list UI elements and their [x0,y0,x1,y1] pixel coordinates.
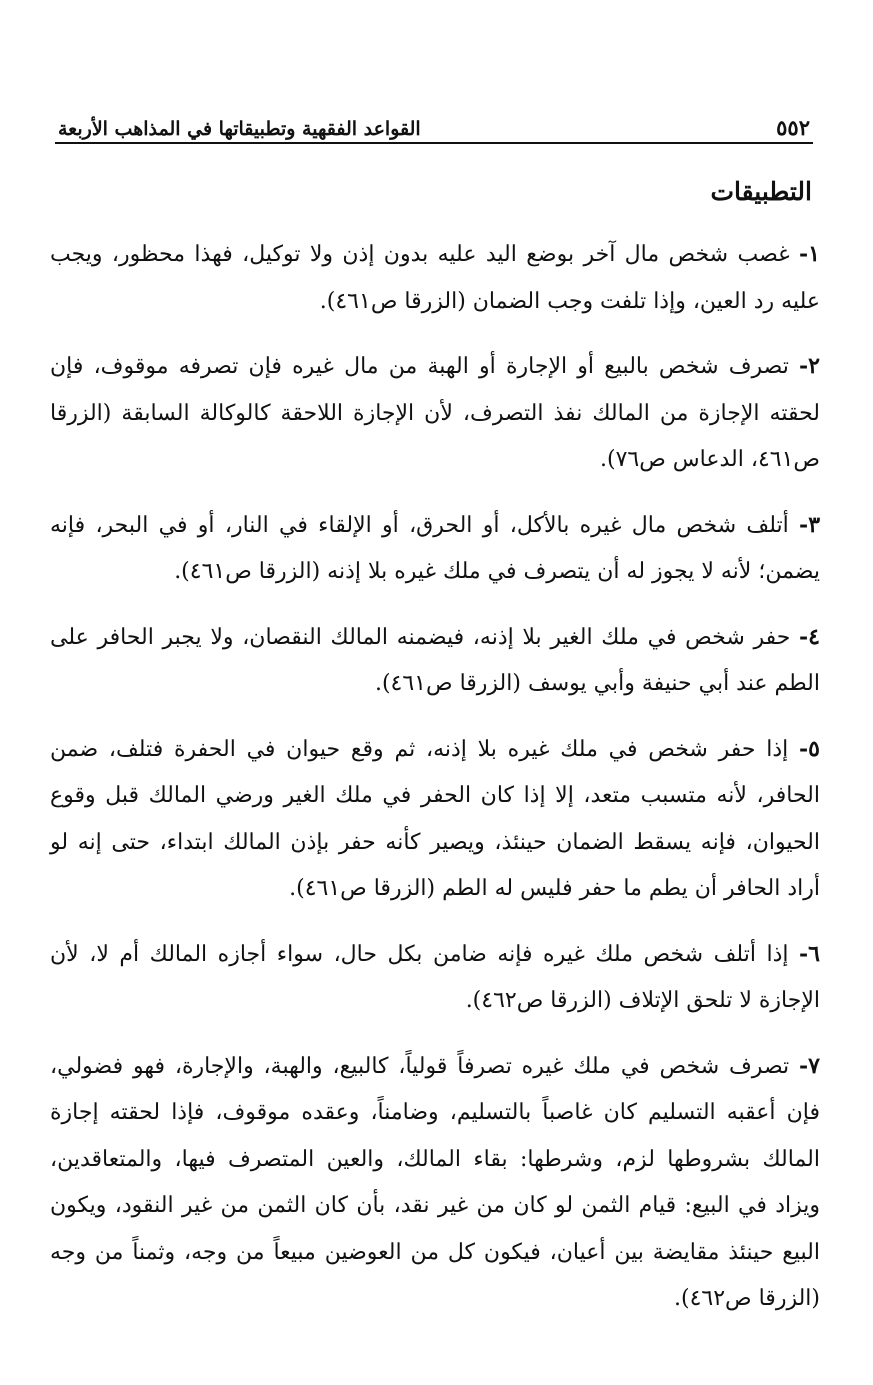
list-item [50,502,820,596]
list-item [50,231,820,325]
section-title: التطبيقات [710,177,812,206]
item-number: ٥- [799,735,820,762]
item-number: ٦- [799,940,820,967]
item-text: تصرف شخص بالبيع أو الإجارة أو الهبة من مال غيره فإن تصرفه موقوف، فإن لحقته الإجازة من المالك نفذ التصرف، لأن الإجازة اللاحقة كالوكالة السابقة (الزرقا ص٤٦١، الدعاس ص٧٦). [50,354,820,472]
list-item [50,343,820,484]
item-number: ٢- [799,353,820,379]
page-header [58,104,810,140]
page-number: ٥٥٢ [776,115,810,140]
item-number: ٧- [799,1052,820,1079]
item-text: إذا حفر شخص في ملك غيره بلا إذنه، ثم وقع حيوان في الحفرة فتلف، ضمن الحافر، لأنه متسبب متعد، إلا إذا كان الحفر في ملك الغير ورضي المالك قبل وقوع الحيوان، فإنه يسقط الضمان حينئذ، ويصير كأنه حفر بإذن المالك ابتداء، حتى إنه لو أراد الحافر أن يطم ما حفر فليس له الطم (الزرقا ص٤٦١). [50,736,820,901]
item-number: ٣- [799,511,821,538]
item-text: إذا أتلف شخص ملك غيره فإنه ضامن بكل حال، سواء أجازه المالك أم لا، لأن الإجازة لا تلحق الإتلاف (الزرقا ص٤٦٢). [50,941,820,1013]
item-number: ١- [799,241,820,267]
item-text: حفر شخص في ملك الغير بلا إذنه، فيضمنه المالك النقصان، ولا يجبر الحافر على الطم عند أبي حنيفة وأبي يوسف (الزرقا ص٤٦١). [50,624,820,696]
item-text: أتلف شخص مال غيره بالأكل، أو الحرق، أو الإلقاء في النار، أو في البحر، فإنه يضمن؛ لأنه لا يجوز له أن يتصرف في ملك غيره بلا إذنه (الزرقا ص٤٦١). [50,512,820,584]
list-item [50,1043,820,1323]
item-text: تصرف شخص في ملك غيره تصرفاً قولياً، كالبيع، والهبة، والإجارة، فهو فضولي، فإن أعقبه التسليم كان غاصباً بالتسليم، وضامناً، وعقده موقوف، فإذا لحقته إجازة المالك بشروطها لزم، وشرطها: بقاء المالك، والعين المتصرف فيها، والمتعاقدين، ويزاد في البيع: قيام الثمن لو كان من غير نقد، بأن كان الثمن من غير النقود، ويكون البيع حينئذ مقايضة بين أعيان، فيكون كل من العوضين مبيعاً من وجه، وثمناً من وجه (الزرقا ص٤٦٢). [50,1053,820,1311]
header-rule [55,142,813,144]
list-item [50,614,820,708]
list-item [50,931,820,1025]
item-number: ٤- [799,623,820,650]
item-text: غصب شخص مال آخر بوضع اليد عليه بدون إذن ولا توكيل، فهذا محظور، ويجب عليه رد العين، وإذا تلفت وجب الضمان (الزرقا ص٤٦١). [50,242,820,314]
running-title: القواعد الفقهية وتطبيقاتها في المذاهب الأربعة [58,118,421,140]
list-item [50,726,820,913]
page-body [50,160,820,1341]
